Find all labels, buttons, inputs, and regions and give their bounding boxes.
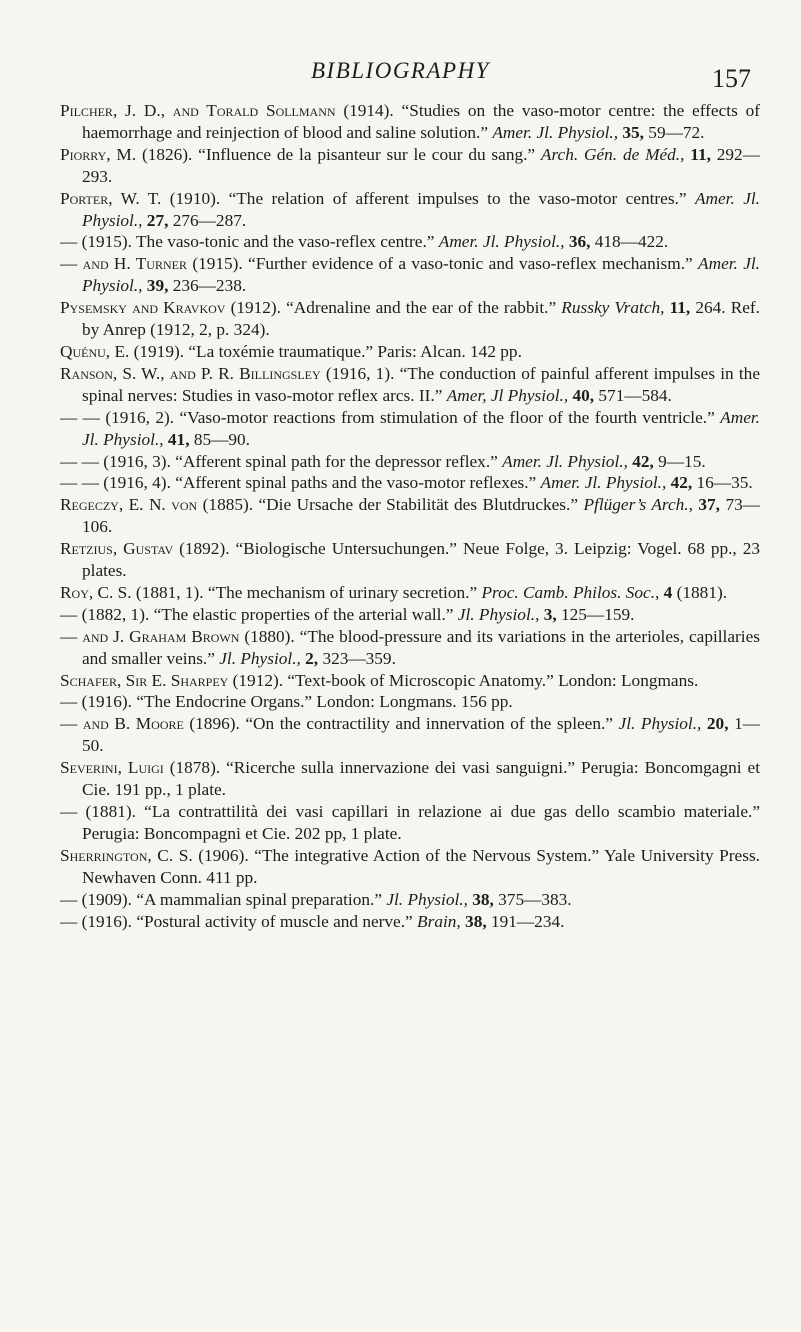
entry-pages: 59—72. <box>643 122 705 142</box>
entry-volume: 27, <box>142 210 169 230</box>
bibliography-entry <box>60 604 760 626</box>
bibliography-entry <box>60 144 760 188</box>
bibliography-entry <box>60 801 760 845</box>
entry-author: — — <box>60 473 99 493</box>
entry-text: (1914). “Studies on the vaso-motor centre: the effects of haemorrhage and reinjection of blood and saline solution.” <box>82 101 760 142</box>
bibliography-entry <box>60 713 760 757</box>
entry-text: (1915). The vaso-tonic and the vaso-reflex centre.” <box>77 232 439 252</box>
entry-pages: (1881). <box>672 582 728 602</box>
entry-text: (1916). “Postural activity of muscle and nerve.” <box>77 911 418 931</box>
entry-author: Sherrington, C. S. <box>60 845 193 865</box>
entry-pages: 85—90. <box>189 429 250 449</box>
entry-author: Severini, Luigi <box>60 758 164 778</box>
entry-text: (1906). “The integrative Action of the Nervous System.” Yale University Press. Newhaven Conn. 411 pp. <box>82 845 760 887</box>
entry-text: (1916). “The Endocrine Organs.” London: Longmans. 156 pp. <box>77 692 513 712</box>
entry-text: (1896). “On the contractility and innervation of the spleen.” <box>183 714 619 734</box>
entry-pages: 323—359. <box>318 648 396 668</box>
entry-pages: 375—383. <box>493 889 572 909</box>
bibliography-entry <box>60 451 760 473</box>
entry-volume: 42, <box>627 451 654 471</box>
entry-text: (1912). “Text-book of Microscopic Anatomy.” London: Longmans. <box>228 670 699 690</box>
entry-author: Pysemsky and Kravkov <box>60 298 226 318</box>
entry-author: Pilcher, J. D., and Torald Sollmann <box>60 101 336 120</box>
entry-author: Quénu, E. <box>60 341 130 361</box>
entry-journal: Proc. Camb. Philos. Soc., <box>481 582 660 602</box>
bibliography-entry <box>60 494 760 538</box>
bibliography-entry <box>60 670 760 692</box>
entry-pages: 125—159. <box>556 604 635 624</box>
entry-author: Porter, W. T. <box>60 188 162 208</box>
bibliography-entry <box>60 363 760 407</box>
entry-pages: 264. Ref. by Anrep (1912, 2, p. 324). <box>82 298 760 340</box>
entry-volume: 42, <box>666 473 693 493</box>
entry-volume: 11, <box>664 298 691 318</box>
entry-author: — and B. Moore <box>60 714 184 734</box>
page-header <box>0 58 801 98</box>
entry-journal: Russky Vratch, <box>561 298 665 318</box>
entry-author: — <box>60 889 78 909</box>
entry-text: (1912). “Adrenaline and the ear of the rabbit.” <box>225 298 562 318</box>
entry-text: (1885). “Die Ursache der Stabilität des Blutdruckes.” <box>197 495 584 515</box>
bibliography-entry <box>60 407 760 451</box>
entry-volume: 3, <box>539 604 557 624</box>
entry-pages: 236—238. <box>168 276 247 296</box>
entry-volume: 38, <box>467 889 494 909</box>
entry-text: (1916, 2). “Vaso-motor reactions from stimulation of the floor of the fourth ventricle.” <box>99 407 721 427</box>
bibliography-entry <box>60 472 760 494</box>
bibliography-entry <box>60 100 760 144</box>
entry-text: (1909). “A mammalian spinal preparation.” <box>77 889 387 909</box>
entry-volume: 36, <box>564 232 591 252</box>
entry-author: Ranson, S. W., and P. R. Billingsley <box>60 363 321 383</box>
entry-text: (1881). “La contrattilità dei vasi capillari in relazione ai due gas dello scambio materiale.” Perugia: Boncompagni et Cie. 202 pp, 1 plate. <box>77 802 760 843</box>
entry-author: Retzius, Gustav <box>60 539 174 559</box>
bibliography-entry <box>60 757 760 801</box>
entry-volume: 40, <box>568 385 595 405</box>
entry-pages: 191—234. <box>486 911 565 931</box>
entry-volume: 2, <box>300 648 319 668</box>
entry-volume: 4 <box>659 582 673 602</box>
entry-text: (1878). “Ricerche sulla innervazione dei vasi sanguigni.” Perugia: Boncomgagni et Cie. 191 pp., 1 plate. <box>82 758 760 800</box>
entry-author: — <box>60 802 78 821</box>
entry-text: (1910). “The relation of afferent impulses to the vaso-motor centres.” <box>161 188 695 208</box>
entry-journal: Jl. Physiol., <box>219 648 301 668</box>
entry-author: — and J. Graham Brown <box>60 626 240 646</box>
bibliography-entry <box>60 691 760 713</box>
entry-journal: Amer. Jl. Physiol., <box>82 407 761 449</box>
entry-author: — <box>60 232 78 252</box>
entry-journal: Amer. Jl. Physiol., <box>540 473 667 493</box>
entry-author: — <box>60 911 78 931</box>
entry-author: — — <box>60 451 99 471</box>
entry-pages: 571—584. <box>594 385 672 405</box>
entry-pages: 418—422. <box>590 232 669 252</box>
entry-author: Regeczy, E. N. von <box>60 495 198 515</box>
entry-volume: 37, <box>692 495 720 515</box>
entry-author: Roy, C. S. <box>60 582 132 602</box>
entry-text: (1919). “La toxémie traumatique.” Paris: Alcan. 142 pp. <box>129 341 522 361</box>
entry-volume: 35, <box>618 122 644 142</box>
entry-text: (1892). “Biologische Untersuchungen.” Neue Folge, 3. Leipzig: Vogel. 68 pp., 23 plates. <box>82 539 761 581</box>
entry-journal: Jl. Physiol., <box>618 714 702 734</box>
entry-volume: 38, <box>460 911 487 931</box>
bibliography-entry <box>60 582 760 604</box>
entry-journal: Jl. Physiol., <box>457 604 540 624</box>
entry-volume: 20, <box>701 714 729 734</box>
entry-journal: Amer. Jl. Physiol., <box>492 122 619 142</box>
bibliography-list <box>60 100 760 932</box>
entry-text: (1881, 1). “The mechanism of urinary secretion.” <box>131 582 482 602</box>
bibliography-entry <box>60 188 760 232</box>
entry-text: (1916, 3). “Afferent spinal path for the depressor reflex.” <box>98 451 503 471</box>
entry-journal: Amer. Jl. Physiol., <box>502 451 628 471</box>
entry-pages: 9—15. <box>653 451 706 471</box>
entry-text: (1880). “The blood-pressure and its variations in the arterioles, capillaries and smaller veins.” <box>82 626 760 668</box>
bibliography-entry <box>60 845 760 889</box>
entry-pages: 292—293. <box>82 144 760 186</box>
entry-volume: 39, <box>142 276 169 296</box>
entry-journal: Amer. Jl. Physiol., <box>438 232 565 252</box>
entry-author: — <box>60 604 78 624</box>
entry-journal: Brain, <box>417 911 461 931</box>
entry-journal: Amer, Jl Physiol., <box>446 385 569 405</box>
entry-author: — <box>60 692 78 712</box>
entry-author: — and H. Turner <box>60 254 187 274</box>
entry-journal: Amer. Jl. Physiol., <box>82 254 760 296</box>
bibliography-entry <box>60 231 760 253</box>
bibliography-entry <box>60 297 760 341</box>
entry-pages: 73—106. <box>82 495 761 537</box>
entry-journal: Jl. Physiol., <box>386 889 468 909</box>
entry-author: — — <box>60 407 100 427</box>
entry-author: Piorry, M. <box>60 144 137 164</box>
entry-text: (1826). “Influence de la pisanteur sur le cour du sang.” <box>136 144 541 164</box>
entry-author: Schafer, Sir E. Sharpey <box>60 670 229 690</box>
running-title: BIBLIOGRAPHY <box>311 58 490 83</box>
entry-journal: Arch. Gén. de Méd., <box>540 144 685 164</box>
entry-journal: Amer. Jl. Physiol., <box>82 188 761 230</box>
bibliography-entry <box>60 341 760 363</box>
entry-text: (1915). “Further evidence of a vaso-tonic and vaso-reflex mechanism.” <box>186 254 699 274</box>
entry-volume: 41, <box>163 429 190 449</box>
entry-pages: 276—287. <box>168 210 247 230</box>
entry-text: (1916, 4). “Afferent spinal paths and the vaso-motor reflexes.” <box>98 473 541 493</box>
entry-pages: 1—50. <box>82 714 761 756</box>
bibliography-entry <box>60 538 760 582</box>
entry-text: (1916, 1). “The conduction of painful afferent impulses in the spinal nerves: Studies in vaso-motor reflex arcs. II.” <box>82 363 760 405</box>
entry-journal: Pflüger’s Arch., <box>583 495 693 515</box>
bibliography-entry <box>60 253 760 297</box>
bibliography-entry <box>60 889 760 911</box>
entry-volume: 11, <box>684 144 711 164</box>
bibliography-entry <box>60 626 760 670</box>
entry-text: (1882, 1). “The elastic properties of the arterial wall.” <box>77 604 458 624</box>
entry-pages: 16—35. <box>692 473 753 493</box>
bibliography-entry <box>60 911 760 933</box>
page-number: 157 <box>712 64 751 93</box>
